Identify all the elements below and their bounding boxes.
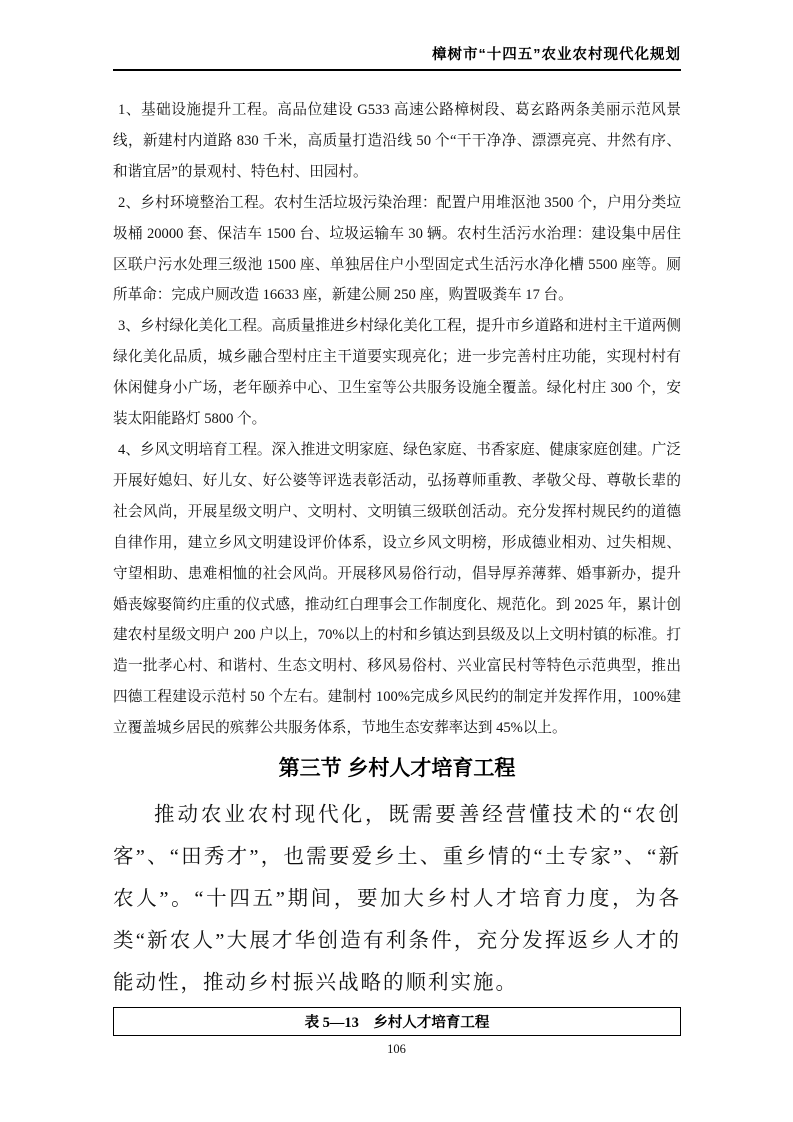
paragraph-environment-project: 2、乡村环境整治工程。农村生活垃圾污染治理：配置户用堆沤池 3500 个，户用分类垃圾桶 20000 套、保洁车 1500 台、垃圾运输车 30 辆。农村生活污水治理：建设集中居住区联户污水处理三级池 1500 座、单独居住户小型固定式生活污水净化槽 5500 座等。厕所革命：完成户厕改造 16633 座，新建公厕 250 座，购置吸粪车 17 台。 xyxy=(113,194,681,304)
paragraph-civility-project: 4、乡风文明培育工程。深入推进文明家庭、绿色家庭、书香家庭、健康家庭创建。广泛开展好媳妇、好儿女、好公婆等评选表彰活动，弘扬尊师重教、孝敬父母、尊敬长辈的社会风尚，开展星级文明户、文明村、文明镇三级联创活动。充分发挥村规民约的道德自律作用，建立乡风文明建设评价体系，设立乡风文明榜，形成德业相劝、过失相规、守望相助、患难相恤的社会风尚。开展移风易俗行动，倡导厚养薄葬、婚事新办，提升婚丧嫁娶简约庄重的仪式感，推动红白理事会工作制度化、规范化。到 2025 年，累计创建农村星级文明户 200 户以上，70%以上的村和乡镇达到县级及以上文明村镇的标准。打造一批孝心村、和谐村、生态文明村、移风易俗村、兴业富民村等特色示范典型，推出四德工程建设示范村 50 个左右。建制村 100%完成乡风民约的制定并发挥作用，100%建立覆盖城乡居民的殡葬公共服务体系，节地生态安葬率达到 45%以上。 xyxy=(113,441,681,737)
header-title: 樟树市“十四五”农业农村现代化规划 xyxy=(432,47,681,63)
paragraph-greening-project: 3、乡村绿化美化工程。高质量推进乡村绿化美化工程，提升市乡道路和进村主干道两侧绿化美化品质，城乡融合型村庄主干道要实现亮化；进一步完善村庄功能，实现村村有休闲健身小广场，老年颐养中心、卫生室等公共服务设施全覆盖。绿化村庄 300 个，安装太阳能路灯 5800 个。 xyxy=(113,318,681,428)
page-number: 106 xyxy=(387,1042,406,1056)
page-header xyxy=(113,0,681,71)
table-caption: 表 5—13 乡村人才培育工程 xyxy=(304,1015,490,1032)
header-rule xyxy=(113,69,681,71)
page-footer xyxy=(0,1042,793,1057)
section-heading: 第三节 乡村人才培育工程 xyxy=(278,757,516,781)
document-body xyxy=(113,95,681,1036)
paragraph-infrastructure-project: 1、基础设施提升工程。高品位建设 G533 高速公路樟树段、葛玄路两条美丽示范风景线，新建村内道路 830 千米，高质量打造沿线 50 个“干干净净、漂漂亮亮、井然有序、和谐宜居”的景观村、特色村、田园村。 xyxy=(113,102,681,180)
table-caption-box xyxy=(113,1007,681,1036)
intro-paragraph: 推动农业农村现代化，既需要善经营懂技术的“农创客”、“田秀才”，也需要爱乡土、重乡情的“土专家”、“新农人”。“十四五”期间，要加大乡村人才培育力度，为各类“新农人”大展才华创造有利条件，充分发挥返乡人才的能动性，推动乡村振兴战略的顺利实施。 xyxy=(113,804,681,995)
